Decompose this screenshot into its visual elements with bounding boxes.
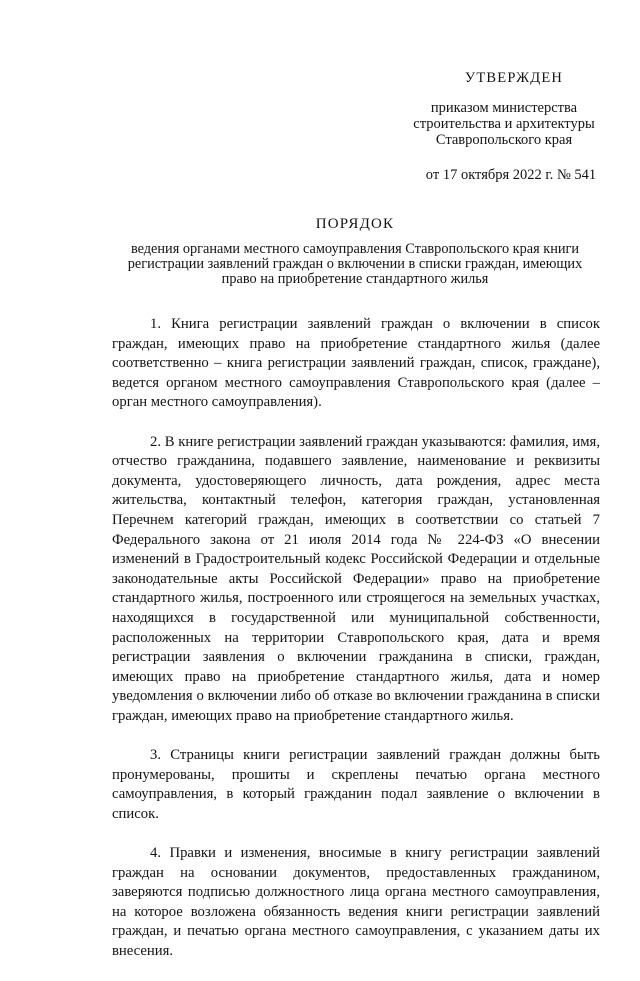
document-title: ПОРЯДОК [315,216,395,232]
paragraph-3: 3. Страницы книги регистрации заявлений граждан должны быть пронумерованы, прошиты и скреплены печатью органа местного самоуправления, в который гражданин подал заявление о включении в список. [112,747,600,822]
document-body [112,315,600,981]
paragraph-4: 4. Правки и изменения, вносимые в книгу регистрации заявлений граждан на основании документов, предоставленных гражданином, заверяются подписью должностного лица органа местного самоуправления, на которое возложена обязанность ведения книги регистрации заявлений граждан, и печатью органа местного самоуправления, с указанием даты их внесения. [112,845,600,959]
paragraph-1: 1. Книга регистрации заявлений граждан о включении в список граждан, имеющих право на приобретение стандартного жилья (далее соответственно – книга регистрации заявлений граждан, список, граждане), ведется органом местного самоуправления Ставропольского края (далее – орган местного самоуправления). [112,316,600,411]
order-line-2: строительства и архитектуры [413,116,595,132]
approval-block [404,70,604,183]
document-subtitle: ведения органами местного самоуправления Ставропольского края книги регистрации заявлений граждан о включении в списки граждан, имеющих право на приобретение стандартного жилья [127,241,583,287]
paragraph-2: 2. В книге регистрации заявлений граждан указываются: фамилия, имя, отчество гражданина, подавшего заявление, наименование и реквизиты документа, удостоверяющего личность, дата рождения, адрес места жительства, контактный телефон, категория граждан, установленная Перечнем категорий граждан, имеющих в соответствии со статьей 7 Федерального закона от 21 июля 2014 года № 224-ФЗ «О внесении изменений в Градостроительный кодекс Российской Федерации и отдельные законодательные акты Российской Федерации» право на приобретение стандартного жилья, построенного или строящегося на земельных участках, находящихся в государственной или муниципальной собственности, расположенных на территории Ставропольского края, дата и время регистрации заявления о включении гражданина в списки, граждан, имеющих право на приобретение стандартного жилья, дата и номер уведомления о включении либо об отказе во включении гражданина в списки граждан, имеющих право на приобретение стандартного жилья. [112,433,600,724]
approved-heading: УТВЕРЖДЕН [464,70,564,86]
order-date: от 17 октября 2022 г. № 541 [425,167,597,183]
order-line-3: Ставропольского края [435,132,573,148]
order-line-1: приказом министерства [430,100,578,116]
